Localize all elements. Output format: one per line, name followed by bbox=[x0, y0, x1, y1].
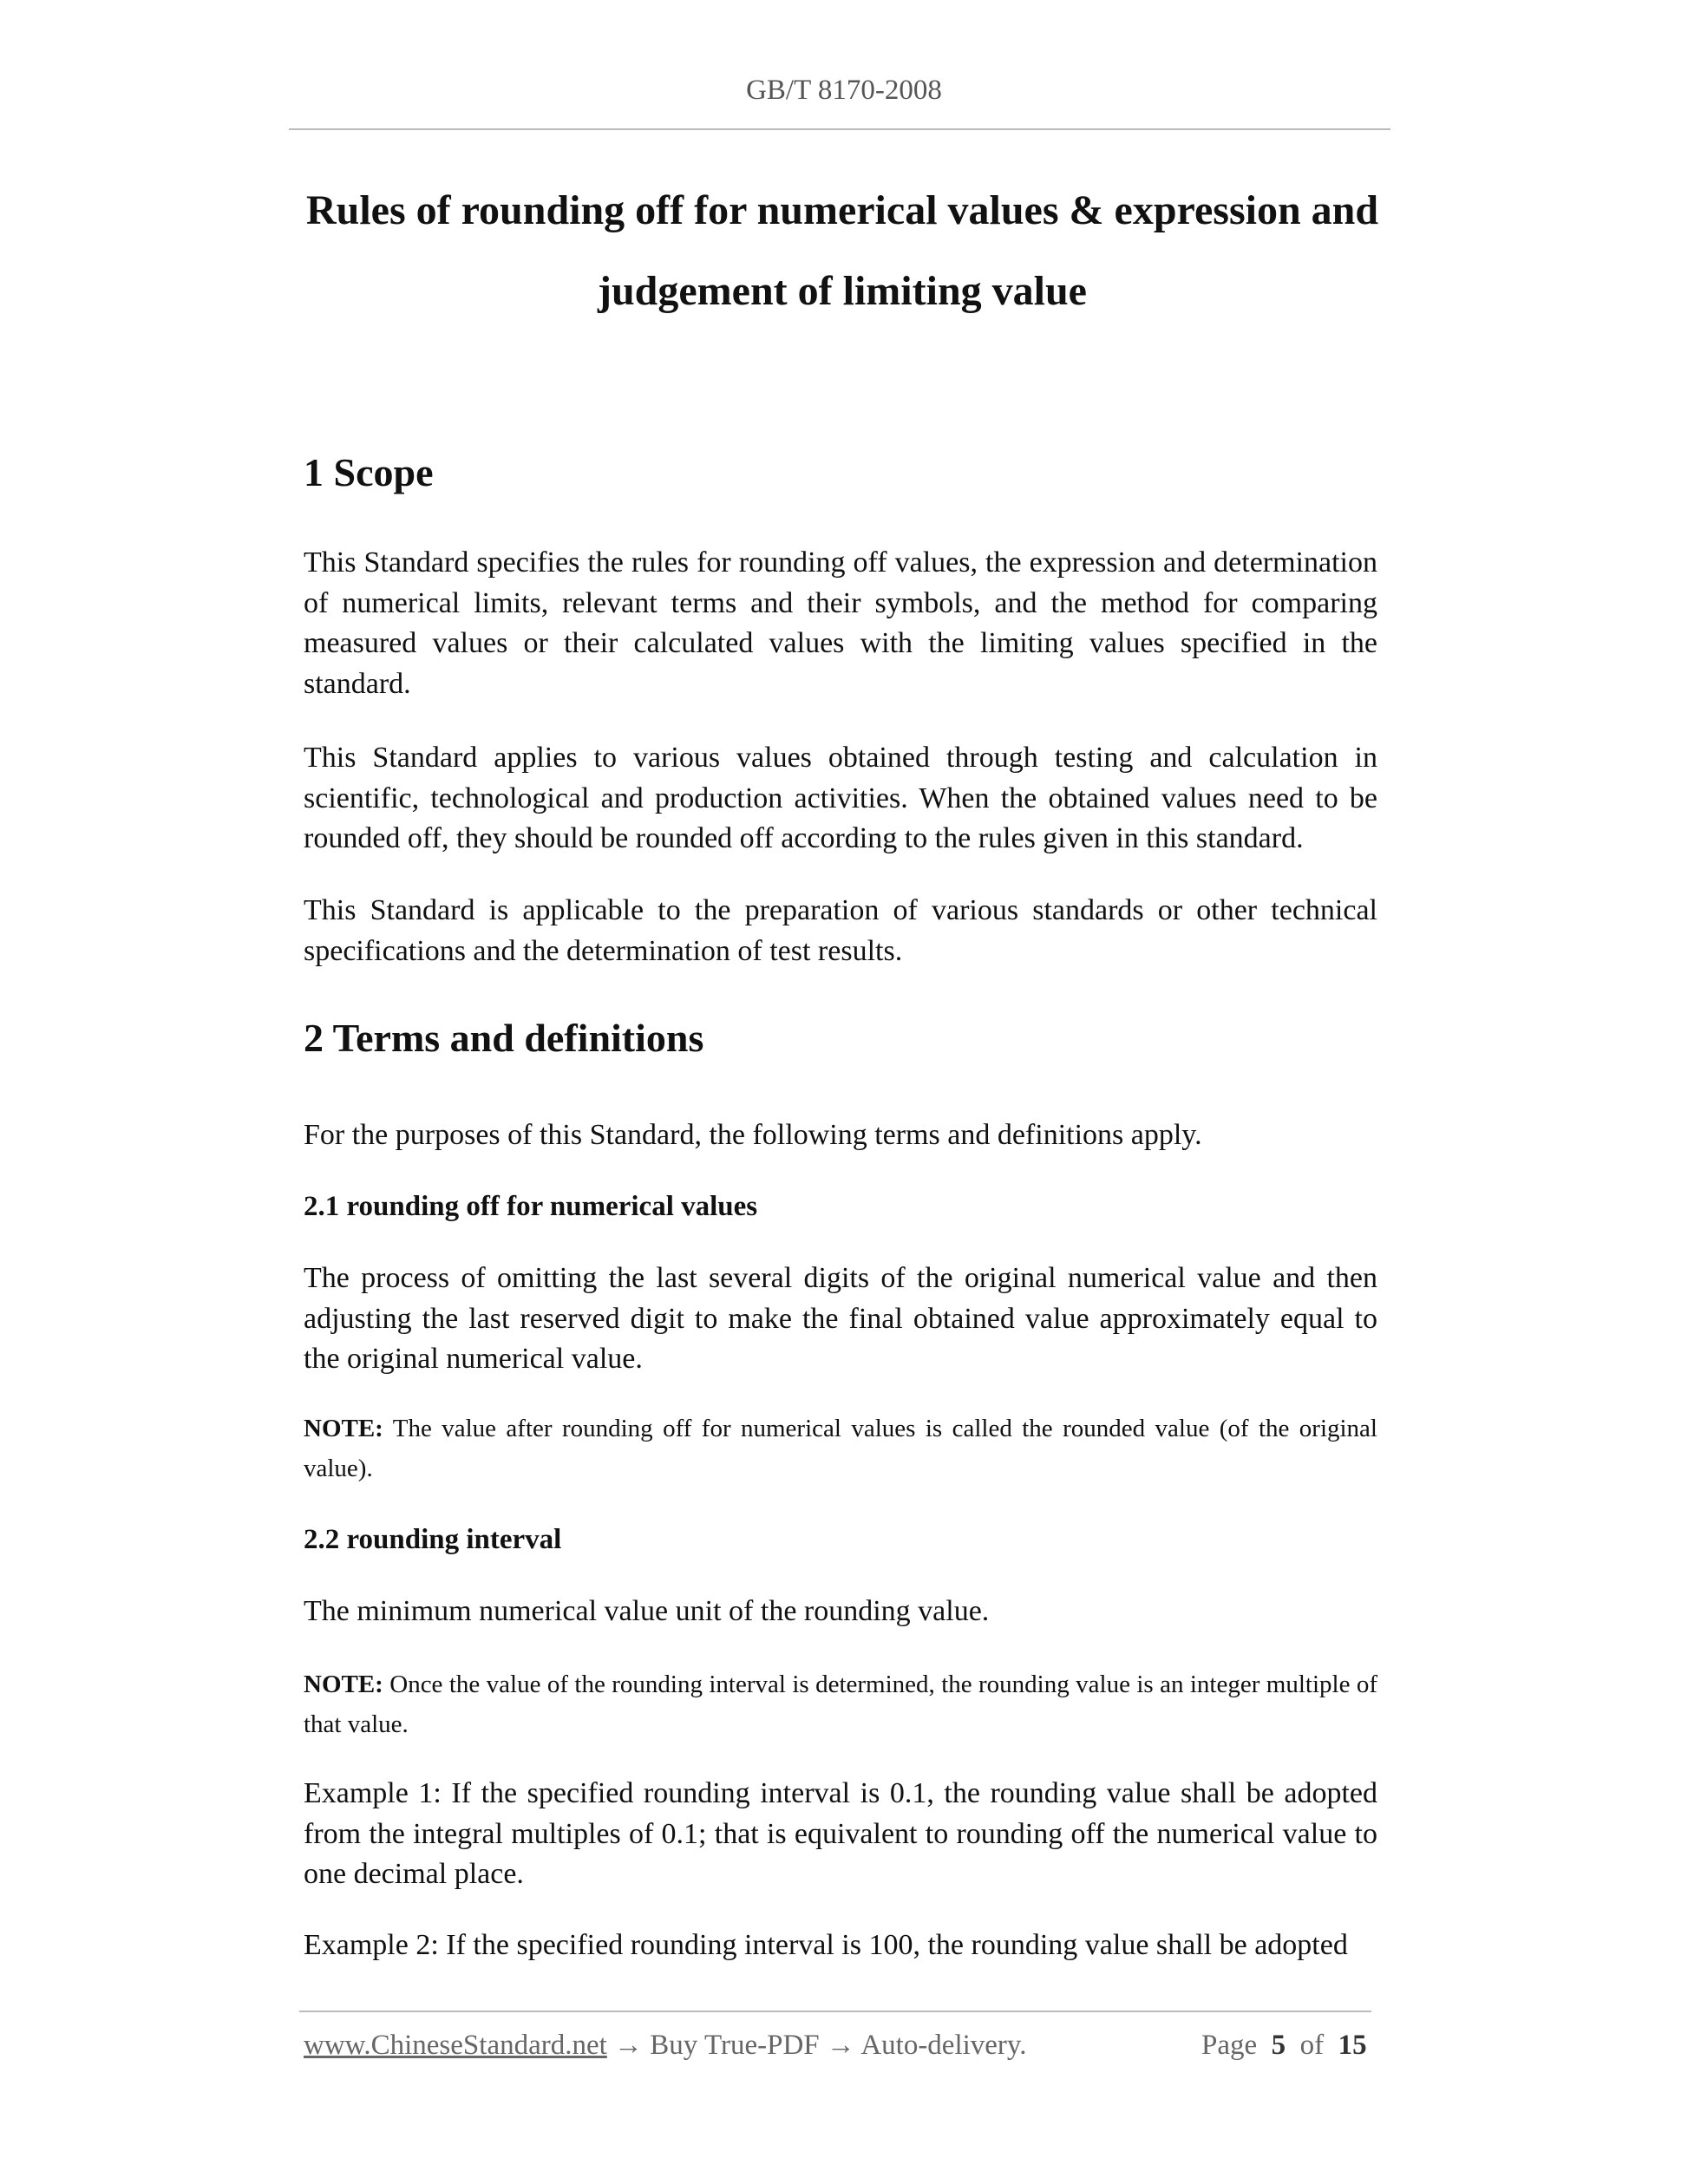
example-2: Example 2: If the specified rounding interval is 100, the rounding value shall be adopted bbox=[304, 1929, 1348, 1961]
page-indicator bbox=[1201, 2030, 1367, 2062]
arrow-icon: → bbox=[606, 2030, 651, 2061]
example-1: Example 1: If the specified rounding interval is 0.1, the rounding value shall be adopted from the integral multiples of 0.1; that is equivalent to rounding off the numerical value to one decimal place. bbox=[304, 1777, 1377, 1890]
scope-paragraph-3: This Standard is applicable to the preparation of various standards or other technical specifications and the determination of test results. bbox=[304, 894, 1377, 967]
header-divider bbox=[289, 128, 1390, 130]
page-total: 15 bbox=[1338, 2030, 1367, 2061]
term-heading-2-2: 2.2 rounding interval bbox=[304, 1524, 562, 1555]
term-note-2-2 bbox=[304, 1664, 1377, 1744]
title-line-2: judgement of limiting value bbox=[598, 268, 1087, 314]
note-label: NOTE: bbox=[304, 1671, 383, 1698]
note-text: The value after rounding off for numerical values is called the rounded value (of the original value). bbox=[304, 1415, 1377, 1482]
terms-intro: For the purposes of this Standard, the following terms and definitions apply. bbox=[304, 1119, 1202, 1151]
of-word: of bbox=[1299, 2030, 1325, 2061]
note-text: Once the value of the rounding interval is determined, the rounding value is an integer multiple of that value. bbox=[304, 1671, 1377, 1738]
arrow-icon: → bbox=[819, 2030, 861, 2061]
footer-promo bbox=[304, 2030, 1027, 2062]
note-label: NOTE: bbox=[304, 1415, 383, 1442]
section-heading-terms: 2 Terms and definitions bbox=[304, 1016, 704, 1060]
document-title bbox=[295, 170, 1390, 331]
term-heading-2-1: 2.1 rounding off for numerical values bbox=[304, 1191, 758, 1222]
website-link[interactable]: www.ChineseStandard.net bbox=[304, 2030, 607, 2061]
section-heading-scope: 1 Scope bbox=[304, 450, 434, 494]
scope-paragraph-1: This Standard specifies the rules for rounding off values, the expression and determination of numerical limits, relevant terms and their symbols, and the method for comparing measured values or their calculated values with the limiting values specified in the standard. bbox=[304, 546, 1377, 700]
buy-text: Buy True-PDF bbox=[650, 2030, 820, 2061]
term-definition-2-2: The minimum numerical value unit of the rounding value. bbox=[304, 1595, 990, 1627]
document-code: GB/T 8170-2008 bbox=[746, 75, 942, 106]
term-definition-2-1: The process of omitting the last several digits of the original numerical value and then adjusting the last reserved digit to make the final obtained value approximately equal to the original numerical value. bbox=[304, 1262, 1377, 1375]
page-word: Page bbox=[1201, 2030, 1258, 2061]
term-note-2-1 bbox=[304, 1409, 1377, 1488]
delivery-text: Auto-delivery. bbox=[860, 2030, 1027, 2061]
footer-divider bbox=[299, 2011, 1371, 2012]
title-line-1: Rules of rounding off for numerical values & expression and bbox=[305, 187, 1379, 233]
page-number: 5 bbox=[1271, 2030, 1286, 2061]
scope-paragraph-2: This Standard applies to various values obtained through testing and calculation in scientific, technological and production activities. When the obtained values need to be rounded off, they should be rounded off according to the rules given in this standard. bbox=[304, 742, 1377, 854]
